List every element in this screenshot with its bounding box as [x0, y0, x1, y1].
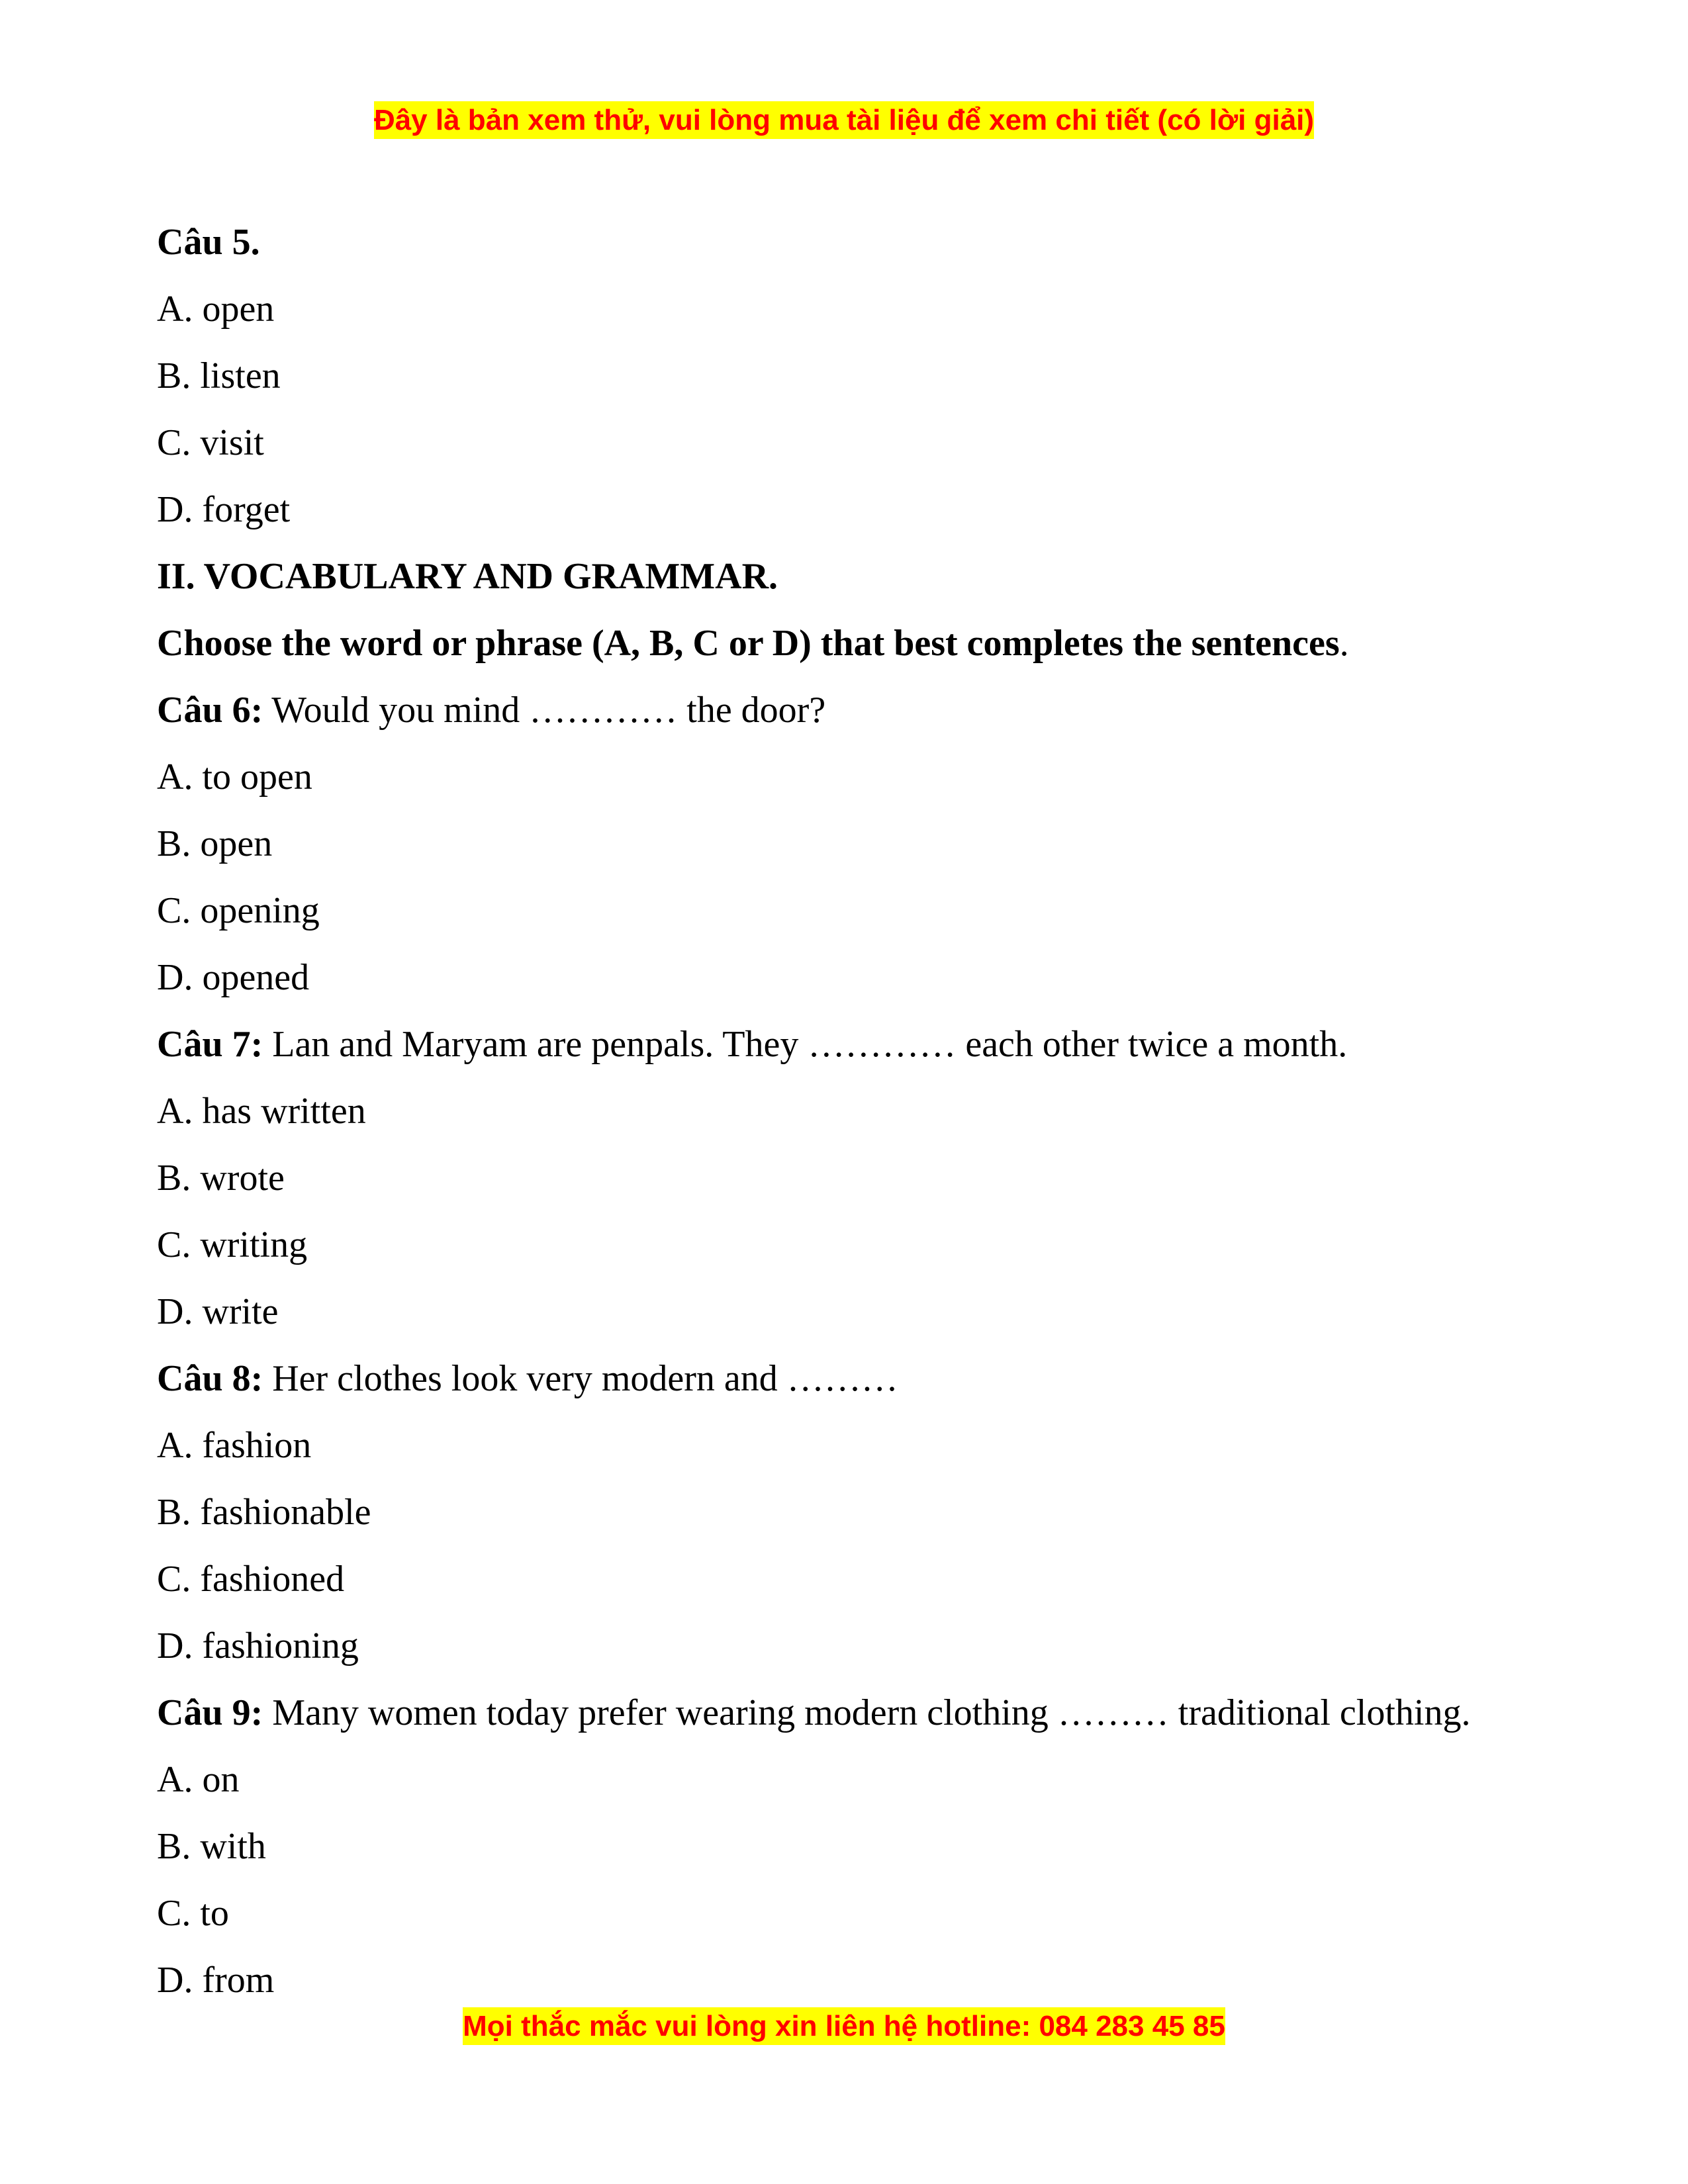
question-7-label: Câu 7:: [157, 1024, 263, 1065]
question-5-option-c: C. visit: [157, 422, 264, 463]
section-instruction-text: Choose the word or phrase (A, B, C or D) that best completes the sentences: [157, 623, 1340, 664]
question-7-option-d: D. write: [157, 1291, 279, 1332]
question-6-option-d: D. opened: [157, 957, 310, 998]
question-8-text: Her clothes look very modern and ………: [263, 1358, 898, 1399]
question-7-text: Lan and Maryam are penpals. They ………… each other twice a month.: [263, 1024, 1348, 1065]
question-7: [157, 1011, 1547, 1078]
question-8: [157, 1345, 1547, 1412]
question-5-option-a: A. open: [157, 289, 275, 330]
question-7-option-b: B. wrote: [157, 1158, 285, 1199]
preview-notice-text: Đây là bản xem thử, vui lòng mua tài liệu để xem chi tiết (có lời giải): [374, 101, 1314, 139]
question-6-text: Would you mind ………… the door?: [263, 690, 826, 731]
question-9-option-c: C. to: [157, 1893, 229, 1934]
question-6-option-a: A. to open: [157, 756, 312, 797]
question-6-label: Câu 6:: [157, 690, 263, 731]
question-9-text: Many women today prefer wearing modern clothing ……… traditional clothing.: [263, 1692, 1471, 1733]
question-8-option-a: A. fashion: [157, 1425, 312, 1466]
question-9-option-a: A. on: [157, 1759, 240, 1800]
question-9-option-d: D. from: [157, 1960, 275, 2001]
section-heading: II. VOCABULARY AND GRAMMAR.: [157, 556, 778, 597]
question-6-option-c: C. opening: [157, 890, 320, 931]
question-8-label: Câu 8:: [157, 1358, 263, 1399]
question-7-option-a: A. has written: [157, 1091, 366, 1132]
question-8-option-b: B. fashionable: [157, 1492, 371, 1533]
question-8-option-d: D. fashioning: [157, 1625, 359, 1666]
hotline-banner: [0, 2005, 1688, 2048]
question-5-option-b: B. listen: [157, 355, 281, 396]
question-8-option-c: C. fashioned: [157, 1559, 345, 1600]
hotline-text: Mọi thắc mắc vui lòng xin liên hệ hotline: 084 283 45 85: [463, 2007, 1225, 2045]
question-7-option-c: C. writing: [157, 1224, 308, 1265]
question-6: [157, 677, 1547, 744]
question-6-option-b: B. open: [157, 823, 273, 864]
question-9-label: Câu 9:: [157, 1692, 263, 1733]
preview-notice-banner: [0, 99, 1688, 142]
question-5-option-d: D. forget: [157, 489, 291, 530]
question-9-option-b: B. with: [157, 1826, 266, 1867]
question-9: [157, 1680, 1547, 1747]
section-instruction-period: .: [1339, 623, 1349, 664]
section-instruction: [157, 610, 1547, 677]
document-body: [157, 209, 1547, 2014]
question-5-label: Câu 5.: [157, 222, 260, 263]
